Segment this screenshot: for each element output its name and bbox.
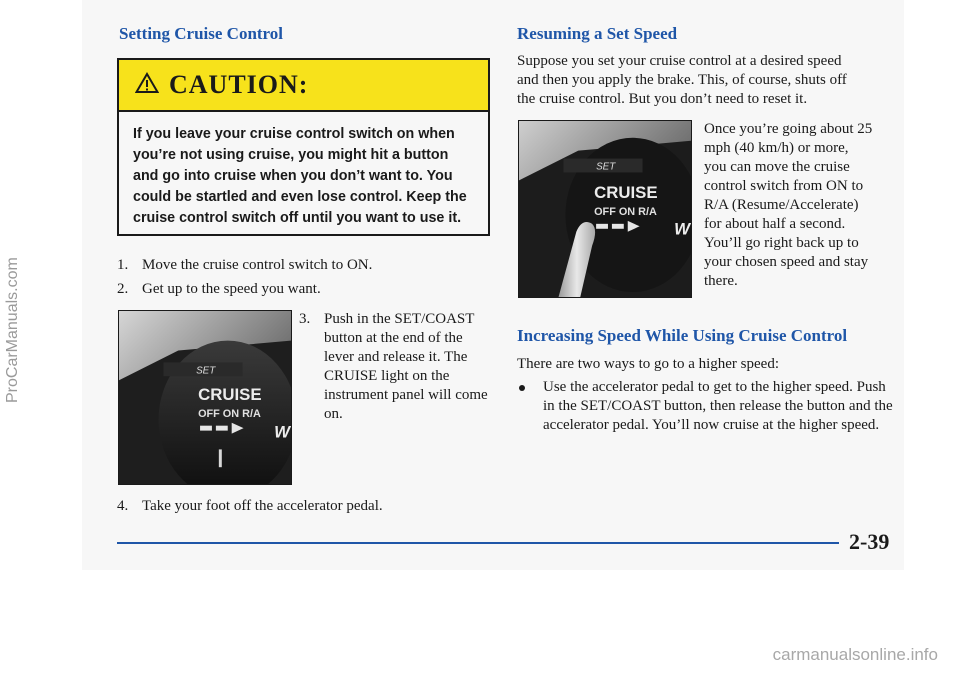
increasing-speed-heading: Increasing Speed While Using Cruise Control: [517, 326, 848, 345]
caution-box: [117, 58, 490, 236]
lever-set-label: SET: [196, 365, 216, 377]
bullet-icon: [519, 385, 525, 391]
svg-text:SET: SET: [596, 161, 616, 173]
resuming-speed-heading: Resuming a Set Speed: [517, 24, 678, 43]
lever-cruise-label: CRUISE: [198, 384, 262, 404]
lever-off-on-label: OFF ON R/A: [198, 407, 261, 420]
resume-intro-text: Suppose you set your cruise control at a desired speed and then you apply the brake. This, of course, shuts off the cruise control. But you don’t need to reset it.: [517, 53, 847, 107]
caution-title: CAUTION:: [169, 70, 309, 99]
bullet-item-text: Use the accelerator pedal to get to the higher speed. Push in the SET/COAST button, then release the button and the accelerator pedal. You’ll now cruise at the higher speed.: [543, 379, 893, 433]
increase-intro-text: There are two ways to go to a higher speed:: [517, 356, 779, 372]
warning-triangle-icon: [135, 72, 159, 99]
setting-cruise-heading: Setting Cruise Control: [119, 24, 284, 43]
lever-w-label: W: [274, 422, 291, 442]
page-number: 2-39: [849, 529, 890, 554]
lever-photo-resume: [518, 120, 692, 298]
bottom-watermark: carmanualsonline.info: [772, 645, 938, 664]
svg-text:OFF ON R/A: OFF ON R/A: [594, 205, 657, 218]
caution-text: If you leave your cruise control switch on when you’re not using cruise, you might hit a button and go into cruise when you don’t want to. You could be startled and even lose control. Keep the cruise control switch off until you want to use it.: [133, 126, 467, 226]
lever-photo-set: [118, 310, 292, 485]
resume-detail-text: Once you’re going about 25 mph (40 km/h) or more, you can move the cruise control switch from ON to R/A (Resume/Accelerate) for about half a second. You’ll go right back up to your chosen speed and stay there.: [704, 121, 873, 289]
svg-text:W: W: [674, 219, 691, 239]
footer-rule: [117, 542, 839, 544]
caution-header: [119, 60, 488, 112]
svg-text:CRUISE: CRUISE: [594, 183, 658, 203]
side-watermark: ProCarManuals.com: [4, 257, 21, 403]
